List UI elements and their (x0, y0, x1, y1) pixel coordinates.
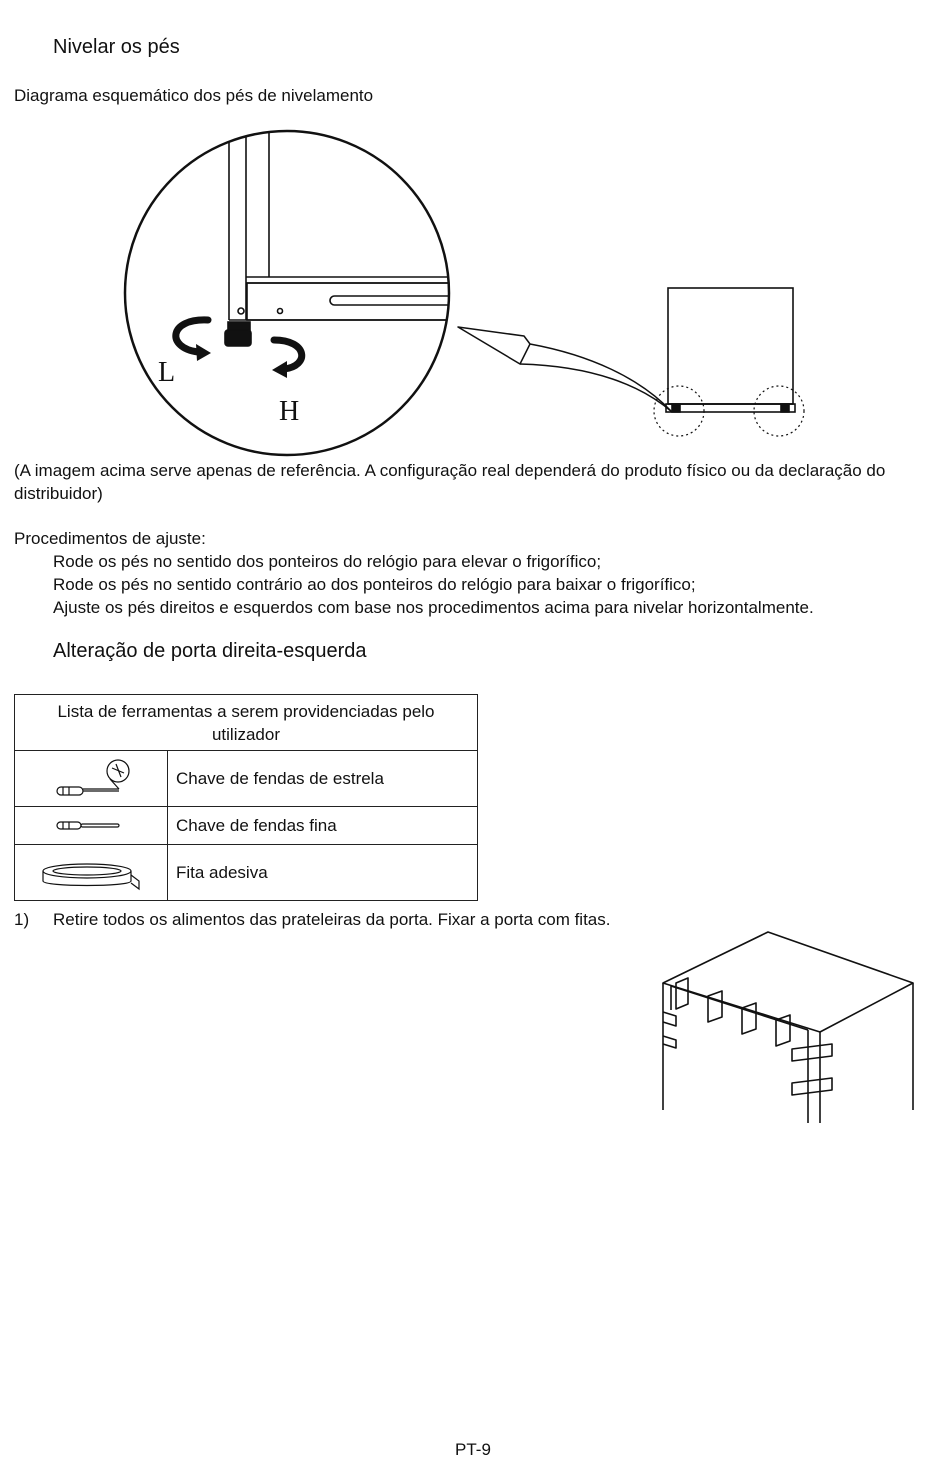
rotate-right-arrow-icon (274, 340, 302, 369)
tools-table (14, 694, 478, 901)
phillips-screwdriver-icon (15, 751, 167, 807)
procedure-step-1: Rode os pés no sentido dos ponteiros do relógio para elevar o frigorífico; (53, 552, 602, 571)
magnified-foot-view (225, 130, 462, 346)
table-row (15, 807, 478, 845)
instruction-text: Retire todos os alimentos das prateleiras da porta. Fixar a porta com fitas. (53, 910, 611, 929)
label-h: H (279, 396, 300, 427)
rotate-left-arrow-icon (176, 320, 208, 352)
procedure-step-2: Rode os pés no sentido contrário ao dos ponteiros do relógio para baixar o frigorífico; (53, 575, 696, 594)
tool-name-tape: Fita adesiva (168, 845, 478, 901)
pointer-arrow (458, 327, 672, 412)
adhesive-tape-icon (15, 845, 167, 901)
flat-screwdriver-icon (15, 807, 167, 845)
tools-table-header: Lista de ferramentas a serem providenciadas pelo utilizador (15, 695, 478, 751)
section-title-leveling: Nivelar os pés (53, 36, 180, 58)
fridge-front-view (654, 288, 804, 436)
reference-note: (A imagem acima serve apenas de referência. A configuração real dependerá do produto físico ou da declaração do distribuidor) (14, 461, 886, 503)
table-row (15, 751, 478, 807)
table-row (15, 845, 478, 901)
procedure-step-3: Ajuste os pés direitos e esquerdos com base nos procedimentos acima para nivelar horizontalmente. (53, 598, 814, 617)
procedure-heading: Procedimentos de ajuste: (14, 529, 206, 548)
fridge-taped-door-illustration (0, 920, 950, 1140)
diagram-caption: Diagrama esquemático dos pés de nivelamento (14, 86, 374, 105)
tool-name-flat: Chave de fendas fina (168, 807, 478, 845)
page-number: PT-9 (455, 1440, 491, 1459)
leveling-feet-diagram (0, 0, 950, 460)
tool-name-phillips: Chave de fendas de estrela (168, 751, 478, 807)
section-title-door-reversal: Alteração de porta direita-esquerda (53, 640, 367, 662)
instruction-number: 1) (14, 910, 30, 929)
label-l: L (158, 357, 176, 388)
